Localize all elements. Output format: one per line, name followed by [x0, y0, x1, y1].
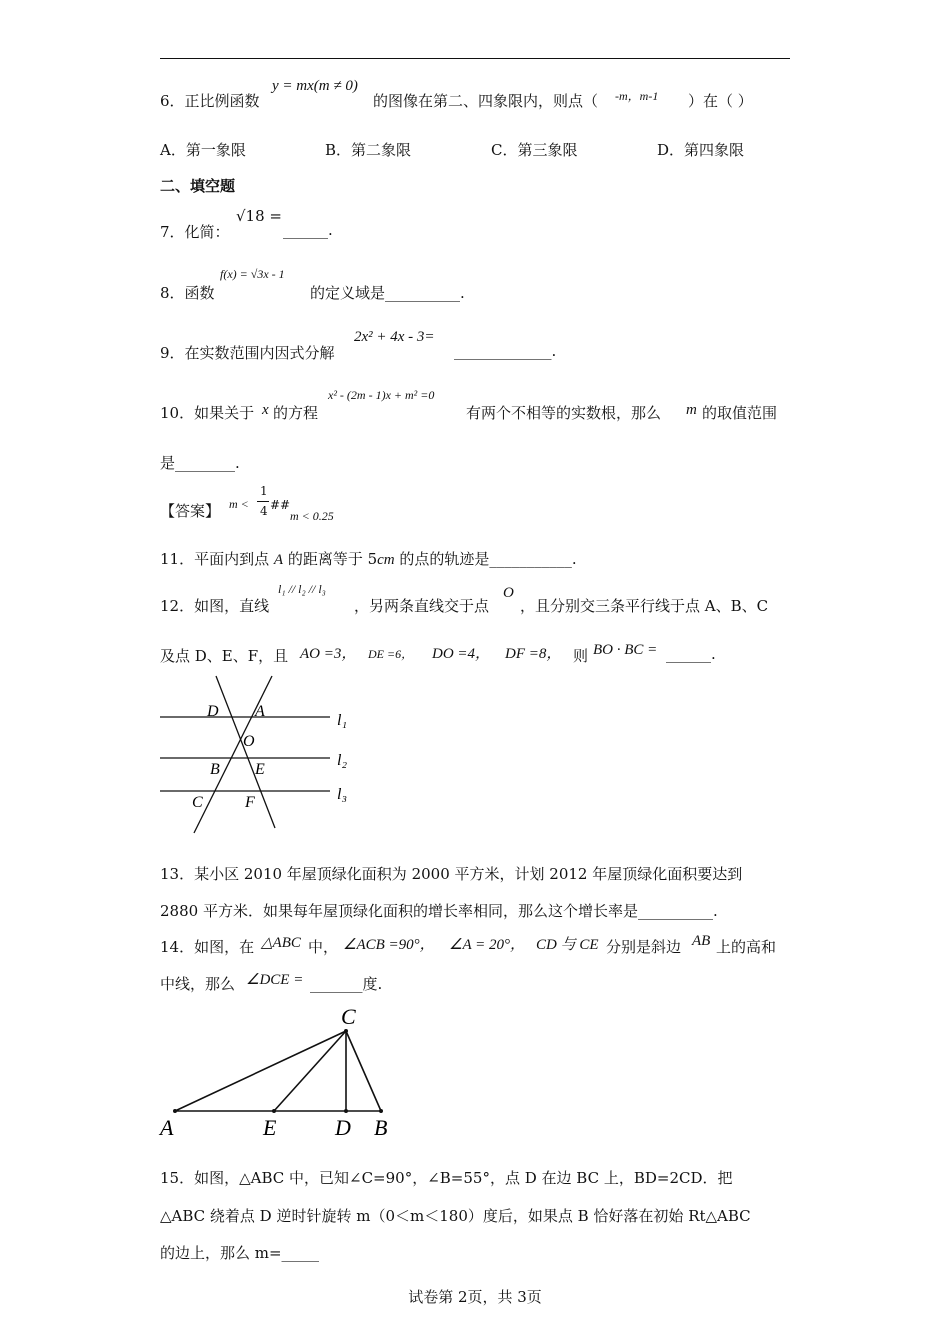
q14-blank: _______度.	[310, 975, 383, 993]
q9-formula: 2x² + 4x - 3=	[354, 329, 435, 345]
label-l2: l₂	[337, 752, 348, 769]
label-c: C	[341, 1004, 356, 1029]
answer-label: 【答案】	[160, 502, 221, 520]
label-a: A	[255, 703, 265, 720]
label-l3: l₃	[337, 786, 348, 803]
point-c	[344, 1029, 348, 1033]
q10-prefix: 10．如果关于	[160, 404, 255, 422]
label-e: E	[263, 1115, 277, 1140]
q8-suffix: 的定义域是__________.	[310, 284, 465, 302]
q8-formula: f(x) = √3x - 1	[220, 267, 285, 281]
q11	[160, 548, 577, 569]
q14-tri: △ABC	[261, 935, 301, 951]
q12-prefix: 12．如图，直线	[160, 597, 270, 615]
label-a: A	[160, 1115, 174, 1140]
q12-blank: ______.	[666, 645, 716, 663]
q6-option-a: A．第一象限	[160, 141, 246, 159]
q15-line2: △ABC 绕着点 D 逆时针旋转 m（0＜m＜180）度后，如果点 B 恰好落在初始 Rt△ABC	[160, 1207, 751, 1225]
label-f: F	[245, 794, 255, 811]
q11-mid: 的距离等于 5	[287, 550, 378, 568]
figure-14	[150, 1000, 410, 1145]
q12-eq4: DF =8，	[505, 646, 562, 662]
q13-line2: 2880 平方米．如果每年屋顶绿化面积的增长率相同，那么这个增长率是__________.	[160, 902, 718, 920]
q14-ab: AB	[692, 933, 711, 949]
label-o: O	[243, 733, 255, 750]
q7-blank: ______.	[283, 221, 333, 239]
q14-mid1: 中，	[308, 938, 339, 956]
answer-sep: ##	[270, 498, 291, 512]
q12-mid: ，另两条直线交于点	[354, 597, 490, 615]
q10-line2: 是________.	[160, 454, 240, 472]
q14-angle1: ∠ACB =90°，	[343, 937, 435, 953]
q14-suffix: 分别是斜边	[606, 938, 682, 956]
q10-var-x: x	[262, 402, 269, 418]
q12-then: 则	[573, 647, 589, 665]
label-c: C	[192, 794, 203, 811]
q11-prefix: 11．平面内到点	[160, 550, 270, 568]
q12-eq2: DE =6，	[368, 647, 414, 661]
page-footer: 试卷第 2页，共 3页	[408, 1288, 542, 1306]
q14-line2-prefix: 中线，那么	[160, 975, 236, 993]
q7-formula: √18 =	[236, 207, 282, 225]
label-l1: l₁	[337, 712, 348, 729]
q11-var-a: A	[273, 552, 284, 568]
q7-prefix: 7．化简：	[160, 223, 230, 241]
point-b	[379, 1109, 383, 1113]
q6-suffix: ）在（ ）	[688, 92, 753, 110]
q9-prefix: 9．在实数范围内因式分解	[160, 344, 335, 362]
label-e: E	[255, 761, 265, 778]
q14-prefix: 14．如图，在	[160, 938, 255, 956]
q10-mid: 的方程	[273, 404, 319, 422]
q12-eq5: BO · BC =	[593, 642, 658, 658]
q14-cdce: CD 与 CE	[536, 937, 599, 953]
answer-alt: m < 0.25	[290, 509, 334, 523]
header-rule	[160, 58, 790, 59]
fraction-bar	[257, 501, 269, 502]
q6-option-c: C．第三象限	[491, 141, 578, 159]
q6-option-b: B．第二象限	[325, 141, 412, 159]
q9-blank: _____________.	[454, 342, 557, 360]
q6-prefix: 6．正比例函数	[160, 92, 260, 110]
median-ce	[274, 1031, 346, 1111]
q14-angle2: ∠A = 20°，	[449, 937, 525, 953]
q11-suffix: 的点的轨迹是___________.	[399, 550, 577, 568]
q12-suffix: ，且分别交三条平行线于点 A、B、C	[520, 597, 769, 615]
q10-formula: x² - (2m - 1)x + m² =0	[328, 388, 435, 402]
answer-frac-prefix: m <	[229, 497, 249, 511]
point-a	[173, 1109, 177, 1113]
label-b: B	[374, 1115, 388, 1140]
q8-prefix: 8．函数	[160, 284, 215, 302]
triangle-abc	[175, 1031, 381, 1111]
q6-formula: y = mx(m ≠ 0)	[272, 78, 358, 94]
q12-eq3: DO =4，	[432, 646, 491, 662]
q10-suffix1: 有两个不相等的实数根，那么	[466, 404, 662, 422]
point-e	[272, 1109, 276, 1113]
q12-lines: l₁ // l₂ // l₃	[278, 582, 326, 596]
q14-suffix2: 上的高和	[716, 938, 777, 956]
line-ac	[194, 676, 272, 833]
q12-eq1: AO =3，	[300, 646, 357, 662]
q12-o: O	[503, 585, 514, 601]
figure-12	[150, 668, 370, 840]
label-b: B	[210, 761, 220, 778]
answer-denom: 4	[260, 504, 268, 518]
answer-numer: 1	[260, 484, 268, 498]
q6-option-d: D．第四象限	[657, 141, 745, 159]
q15-line3: 的边上，那么 m=_____	[160, 1244, 320, 1262]
q10-suffix2: 的取值范围	[702, 404, 778, 422]
q11-unit: cm	[377, 552, 395, 568]
q13-line1: 13．某小区 2010 年屋顶绿化面积为 2000 平方米，计划 2012 年屋顶绿化面积要达到	[160, 865, 743, 883]
label-d: D	[335, 1115, 351, 1140]
q6-mid: 的图像在第二、四象限内，则点（	[373, 92, 599, 110]
point-d	[344, 1109, 348, 1113]
q10-var-m: m	[686, 402, 697, 418]
q14-dce: ∠DCE =	[246, 972, 304, 988]
q15-line1: 15．如图，△ABC 中，已知∠C=90°，∠B=55°，点 D 在边 BC 上，BD=2CD．把	[160, 1169, 733, 1187]
label-d: D	[207, 703, 219, 720]
q6-point: -m，m-1	[615, 89, 659, 103]
question-6	[160, 90, 260, 111]
q12-line2-prefix: 及点 D、E、F，且	[160, 647, 289, 665]
section-title: 二、填空题	[160, 177, 236, 195]
